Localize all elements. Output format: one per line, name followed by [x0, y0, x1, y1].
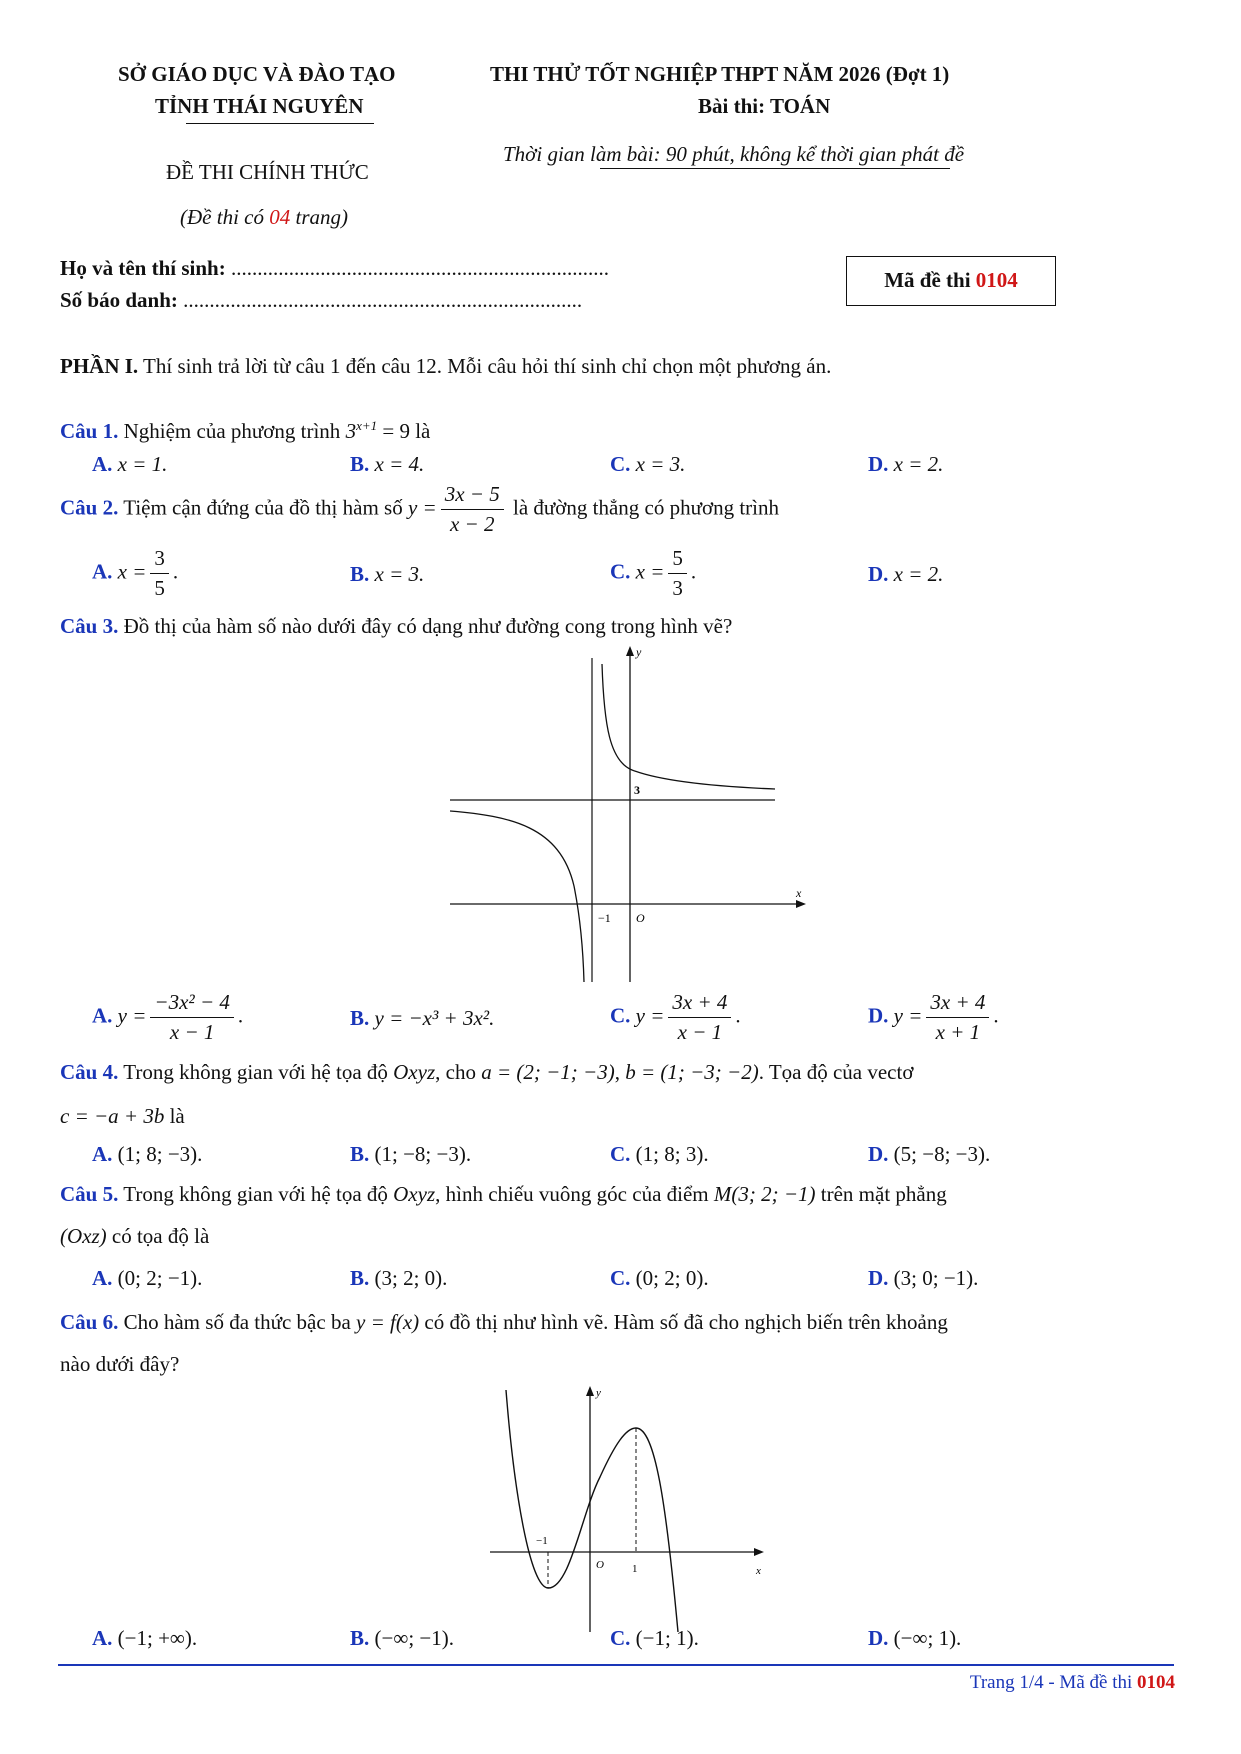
q3-curve-right — [602, 664, 775, 789]
q5-option-c[interactable]: C. (0; 2; 0). — [610, 1266, 709, 1290]
q3-option-d[interactable]: D. y = $\frac{3x + 4}{x + 1}$ . — [868, 990, 999, 1044]
q6-x-arrow — [754, 1548, 764, 1556]
time-underline — [600, 168, 950, 169]
q3-option-a[interactable]: A. y = $\frac{\text{−3x² − 4}}{x - 1}$ . — [92, 990, 244, 1044]
q6-stem-line2: nào dưới đây? — [60, 1352, 180, 1376]
part1-instructions: PHẦN I. Thí sinh trả lời từ câu 1 đến câu 12. Mỗi câu hỏi thí sinh chỉ chọn một phương án. — [60, 354, 832, 378]
q6-stem-line1: Câu 6. Cho hàm số đa thức bậc ba y = f(x) có đồ thị như hình vẽ. Hàm số đã cho nghịch biến trên khoảng — [60, 1310, 948, 1334]
q1-option-a[interactable]: A. x = 1. — [92, 452, 168, 476]
q5-option-a[interactable]: A. (0; 2; −1). — [92, 1266, 203, 1290]
q4-stem-line1: Câu 4. Trong không gian với hệ tọa độ Oxyz, cho a = (2; −1; −3), b = (1; −3; −2). Tọa độ của vectơ — [60, 1060, 914, 1084]
q1-option-b[interactable]: B. x = 4. — [350, 452, 425, 476]
exam-code-box: Mã đề thi 0104 — [846, 256, 1056, 306]
q6-y-label: y — [596, 1387, 601, 1399]
header-underline — [186, 123, 374, 124]
q6-tick-pos-label: 1 — [632, 1563, 638, 1575]
q6-option-d[interactable]: D. (−∞; 1). — [868, 1626, 962, 1650]
q6-origin-label: O — [596, 1559, 604, 1571]
q6-option-b[interactable]: B. (−∞; −1). — [350, 1626, 454, 1650]
pages-note: (Đề thi có 04 trang) — [180, 205, 348, 229]
time-note: Thời gian làm bài: 90 phút, không kể thời gian phát đề — [503, 142, 965, 166]
q6-tick-neg-label: −1 — [536, 1535, 548, 1547]
q2-option-a[interactable]: A. x = $\frac{3}{5}$ . — [92, 546, 179, 600]
q3-x-label: x — [796, 886, 802, 900]
q6-option-c[interactable]: C. (−1; 1). — [610, 1626, 699, 1650]
q3-option-c[interactable]: C. y = $\frac{3x + 4}{x - 1}$ . — [610, 990, 741, 1044]
q2-option-b[interactable]: B. x = 3. — [350, 562, 425, 586]
q4-option-a[interactable]: A. (1; 8; −3). — [92, 1142, 203, 1166]
q5-stem-line1: Câu 5. Trong không gian với hệ tọa độ Oxyz, hình chiếu vuông góc của điểm M(3; 2; −1) trên mặt phẳng — [60, 1182, 947, 1206]
q5-stem-line2: (Oxz) có tọa độ là — [60, 1224, 210, 1248]
q3-origin-label: O — [636, 911, 645, 925]
org-line1: SỞ GIÁO DỤC VÀ ĐÀO TẠO — [118, 62, 396, 86]
footer-rule — [58, 1664, 1174, 1666]
q2-option-c[interactable]: C. x = $\frac{5}{3}$ . — [610, 546, 697, 600]
q6-x-label: x — [756, 1565, 761, 1577]
q1-stem: Câu 1. Nghiệm của phương trình $3^{x+1} = 9$ là — [60, 418, 431, 443]
q5-option-b[interactable]: B. (3; 2; 0). — [350, 1266, 448, 1290]
q3-tick-label: −1 — [598, 911, 611, 925]
exam-title: THI THỬ TỐT NGHIỆP THPT NĂM 2026 (Đợt 1) — [490, 62, 950, 86]
q3-x-arrow — [796, 900, 806, 908]
official-label: ĐỀ THI CHÍNH THỨC — [166, 160, 369, 184]
q3-y-label: y — [636, 646, 642, 659]
q4-option-d[interactable]: D. (5; −8; −3). — [868, 1142, 991, 1166]
q3-option-b[interactable]: B. y = −x³ + 3x². — [350, 1006, 495, 1030]
q1-option-d[interactable]: D. x = 2. — [868, 452, 944, 476]
subject-label: Bài thi: TOÁN — [698, 94, 831, 118]
q6-y-arrow — [586, 1386, 594, 1396]
q3-stem: Câu 3. Đồ thị của hàm số nào dưới đây có dạng như đường cong trong hình vẽ? — [60, 614, 733, 638]
candidate-id-row: Số báo danh: ............................................................................ — [60, 288, 583, 312]
q3-graph — [450, 646, 810, 986]
q1-option-c[interactable]: C. x = 3. — [610, 452, 686, 476]
footer-page-info: Trang 1/4 - Mã đề thi 0104 — [969, 1672, 1175, 1693]
q3-asymptote-label: 3 — [634, 783, 640, 797]
q6-option-a[interactable]: A. (−1; +∞). — [92, 1626, 198, 1650]
q6-graph — [490, 1382, 770, 1632]
candidate-name-row: Họ và tên thí sinh: ........................................................................ — [60, 256, 609, 280]
org-line2: TỈNH THÁI NGUYÊN — [155, 94, 364, 118]
q3-curve-left — [450, 811, 584, 982]
q2-stem: Câu 2. Tiệm cận đứng của đồ thị hàm số y = $\frac{3x - 5}{x - 2}$ là đường thẳng có phương trình — [60, 482, 780, 536]
q3-y-arrow — [626, 646, 634, 656]
q4-stem-line2: c = −a + 3b là — [60, 1104, 185, 1128]
q4-option-b[interactable]: B. (1; −8; −3). — [350, 1142, 472, 1166]
q4-option-c[interactable]: C. (1; 8; 3). — [610, 1142, 709, 1166]
q2-option-d[interactable]: D. x = 2. — [868, 562, 944, 586]
q6-curve — [506, 1390, 678, 1632]
q5-option-d[interactable]: D. (3; 0; −1). — [868, 1266, 979, 1290]
